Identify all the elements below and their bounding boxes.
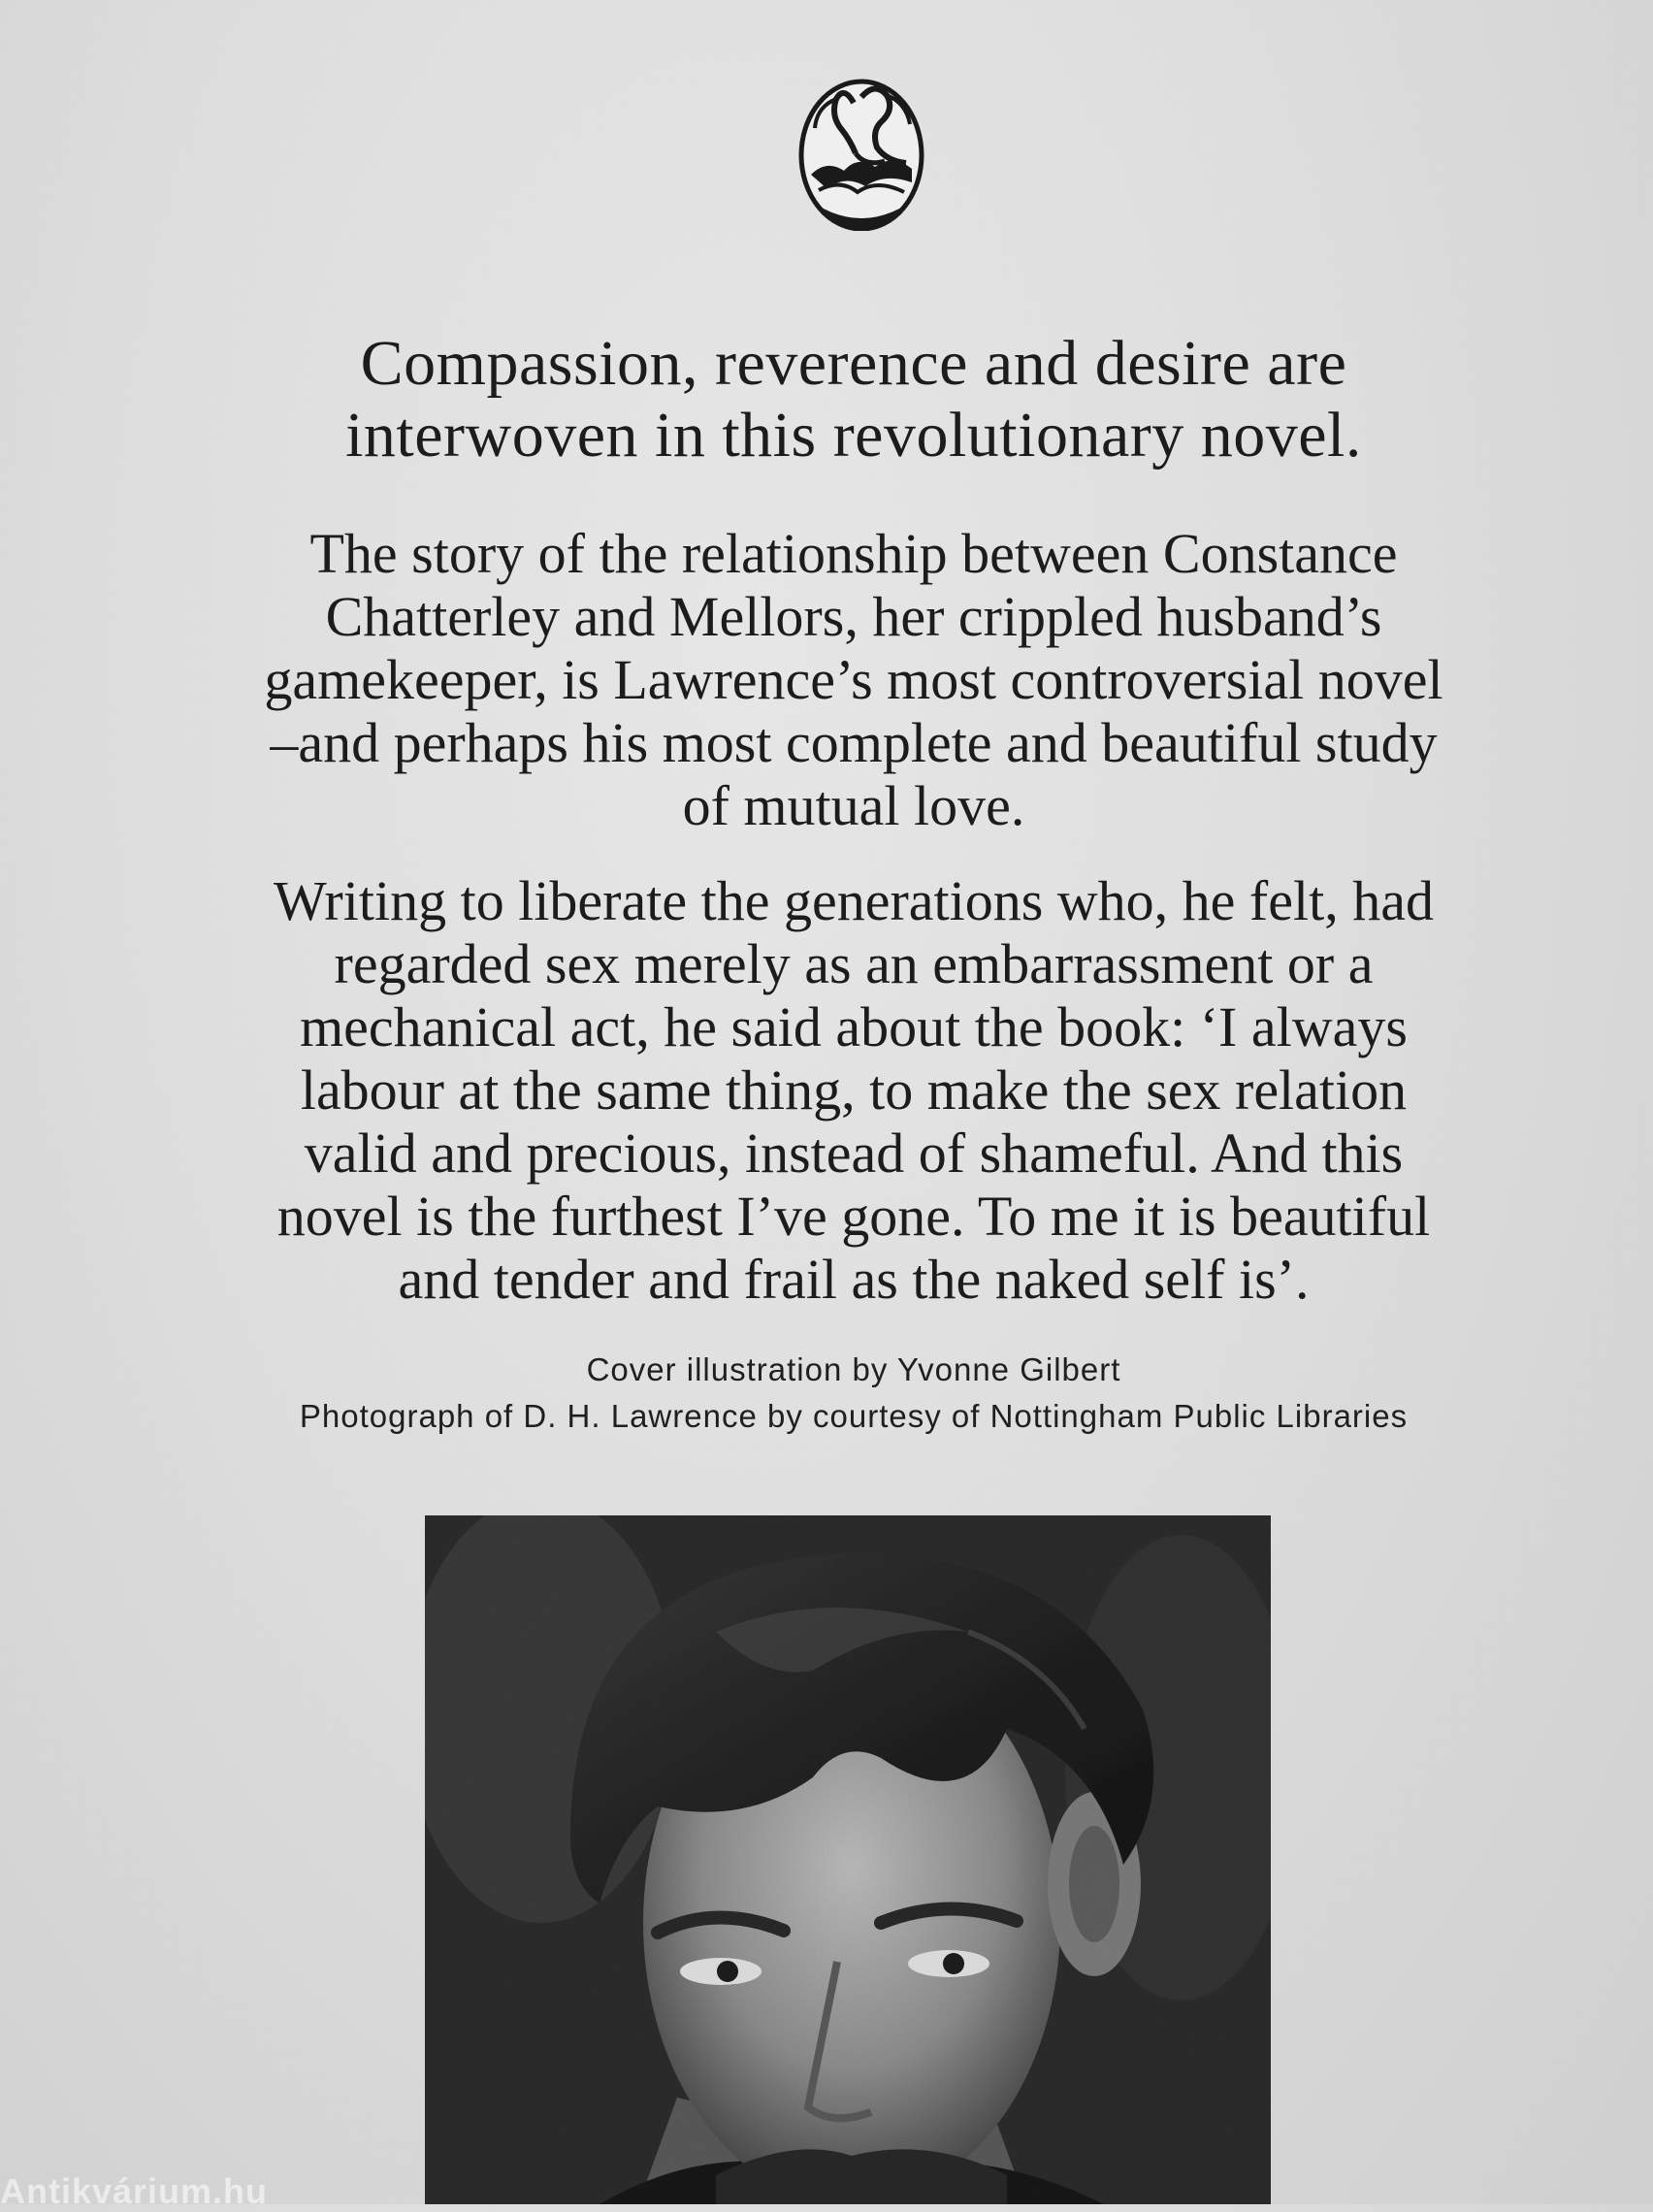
headline-line: interwoven in this revolutionary novel.	[345, 400, 1362, 471]
headline	[146, 328, 1562, 472]
quote-line: labour at the same thing, to make the sex relation	[300, 1058, 1408, 1122]
blurb-line: –and perhaps his most complete and beautiful study	[270, 711, 1438, 774]
quote-line: regarded sex merely as an embarrassment or a	[334, 932, 1374, 995]
headline-line: Compassion, reverence and desire are	[360, 328, 1347, 399]
blurb-line: of mutual love.	[682, 774, 1025, 837]
quote-line: valid and precious, instead of shameful. And this	[304, 1122, 1404, 1185]
quote-paragraph	[97, 869, 1610, 1311]
quote-line: Writing to liberate the generations who, he felt, had	[274, 869, 1434, 932]
credits	[97, 1347, 1610, 1440]
quote-line: and tender and frail as the naked self is’.	[398, 1248, 1310, 1311]
photograph-credit: Photograph of D. H. Lawrence by courtesy of Nottingham Public Libraries	[299, 1398, 1409, 1434]
blurb-paragraph	[97, 522, 1610, 837]
quote-line: mechanical act, he said about the book: ‘I always	[300, 995, 1408, 1058]
blurb-line: gamekeeper, is Lawrence’s most controversial novel	[264, 648, 1443, 711]
pelican-icon	[797, 78, 925, 231]
blurb-line: Chatterley and Mellors, her crippled husband’s	[325, 585, 1382, 648]
cover-illustration-credit: Cover illustration by Yvonne Gilbert	[586, 1351, 1121, 1387]
blurb-line: The story of the relationship between Constance	[309, 522, 1398, 585]
quote-line: novel is the furthest I’ve gone. To me it is beautiful	[276, 1185, 1431, 1248]
author-portrait-photo	[425, 1515, 1271, 2204]
watermark: Antikvárium.hu	[0, 2171, 269, 2211]
